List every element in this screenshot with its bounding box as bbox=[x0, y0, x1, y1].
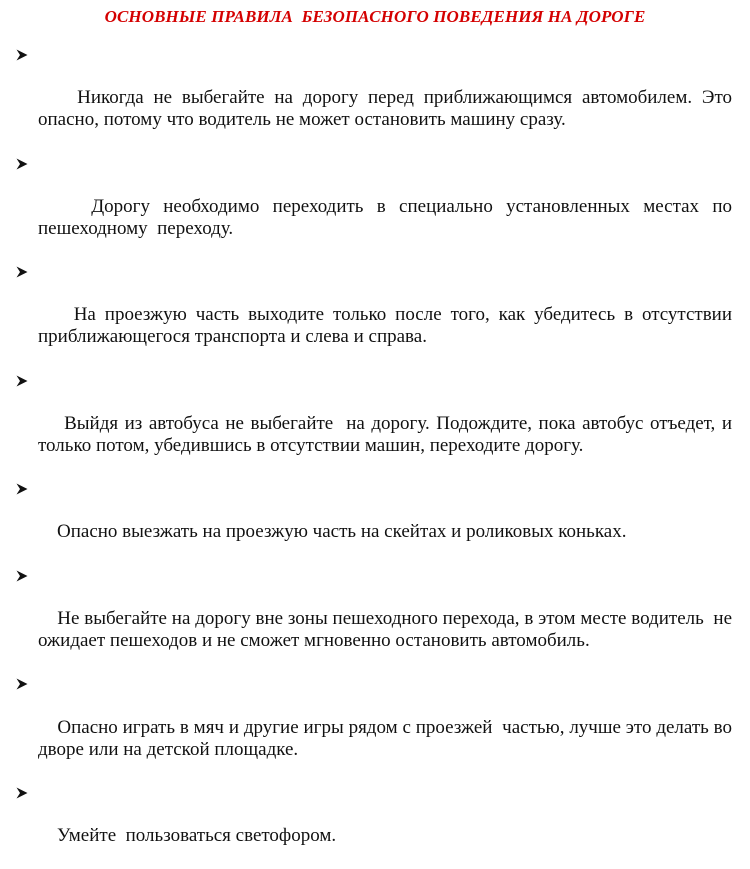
list-item bbox=[16, 370, 737, 479]
list-item bbox=[16, 44, 737, 153]
rule-text: Умейте пользоваться светофором. bbox=[57, 825, 337, 847]
arrowhead-bullet-icon bbox=[16, 49, 28, 61]
rule-text: Никогда не выбегайте на дорогу перед приближающимся автомобилем. Это опасно, потому что водитель не может остановить машину сразу. bbox=[38, 87, 737, 131]
rule-text: Дорогу необходимо переходить в специально установленных местах по пешеходному переходу. bbox=[38, 195, 737, 239]
arrowhead-bullet-icon bbox=[16, 483, 28, 495]
rule-text: На проезжую часть выходите только после того, как убедитесь в отсутствии приближающегося транспорта и слева и справа. bbox=[38, 304, 737, 348]
rules-list bbox=[16, 44, 737, 869]
arrowhead-bullet-icon bbox=[16, 158, 28, 170]
rule-text: Не выбегайте на дорогу вне зоны пешеходного перехода, в этом месте водитель не ожидает пешеходов и не сможет мгновенно остановить автомобиль. bbox=[38, 608, 737, 651]
list-item bbox=[16, 782, 732, 869]
arrowhead-bullet-icon bbox=[16, 787, 28, 799]
list-item bbox=[16, 478, 732, 565]
rule-text: Опасно выезжать на проезжую часть на скейтах и роликовых коньках. bbox=[57, 521, 627, 543]
arrowhead-bullet-icon bbox=[16, 678, 28, 690]
rule-text: Опасно играть в мяч и другие игры рядом с проезжей частью, лучше это делать во дворе или на детской площадке. bbox=[38, 716, 737, 760]
page-title: ОСНОВНЫЕ ПРАВИЛА БЕЗОПАСНОГО ПОВЕДЕНИЯ НА ДОРОГЕ bbox=[104, 7, 646, 26]
arrowhead-bullet-icon bbox=[16, 570, 28, 582]
list-item bbox=[16, 565, 737, 674]
list-item bbox=[16, 261, 737, 370]
list-item bbox=[16, 153, 737, 262]
arrowhead-bullet-icon bbox=[16, 375, 28, 387]
arrowhead-bullet-icon bbox=[16, 266, 28, 278]
rule-text: Выйдя из автобуса не выбегайте на дорогу. Подождите, пока автобус отъедет, и только потом, убедившись в отсутствии машин, переходите дорогу. bbox=[38, 412, 737, 456]
list-item bbox=[16, 673, 737, 782]
